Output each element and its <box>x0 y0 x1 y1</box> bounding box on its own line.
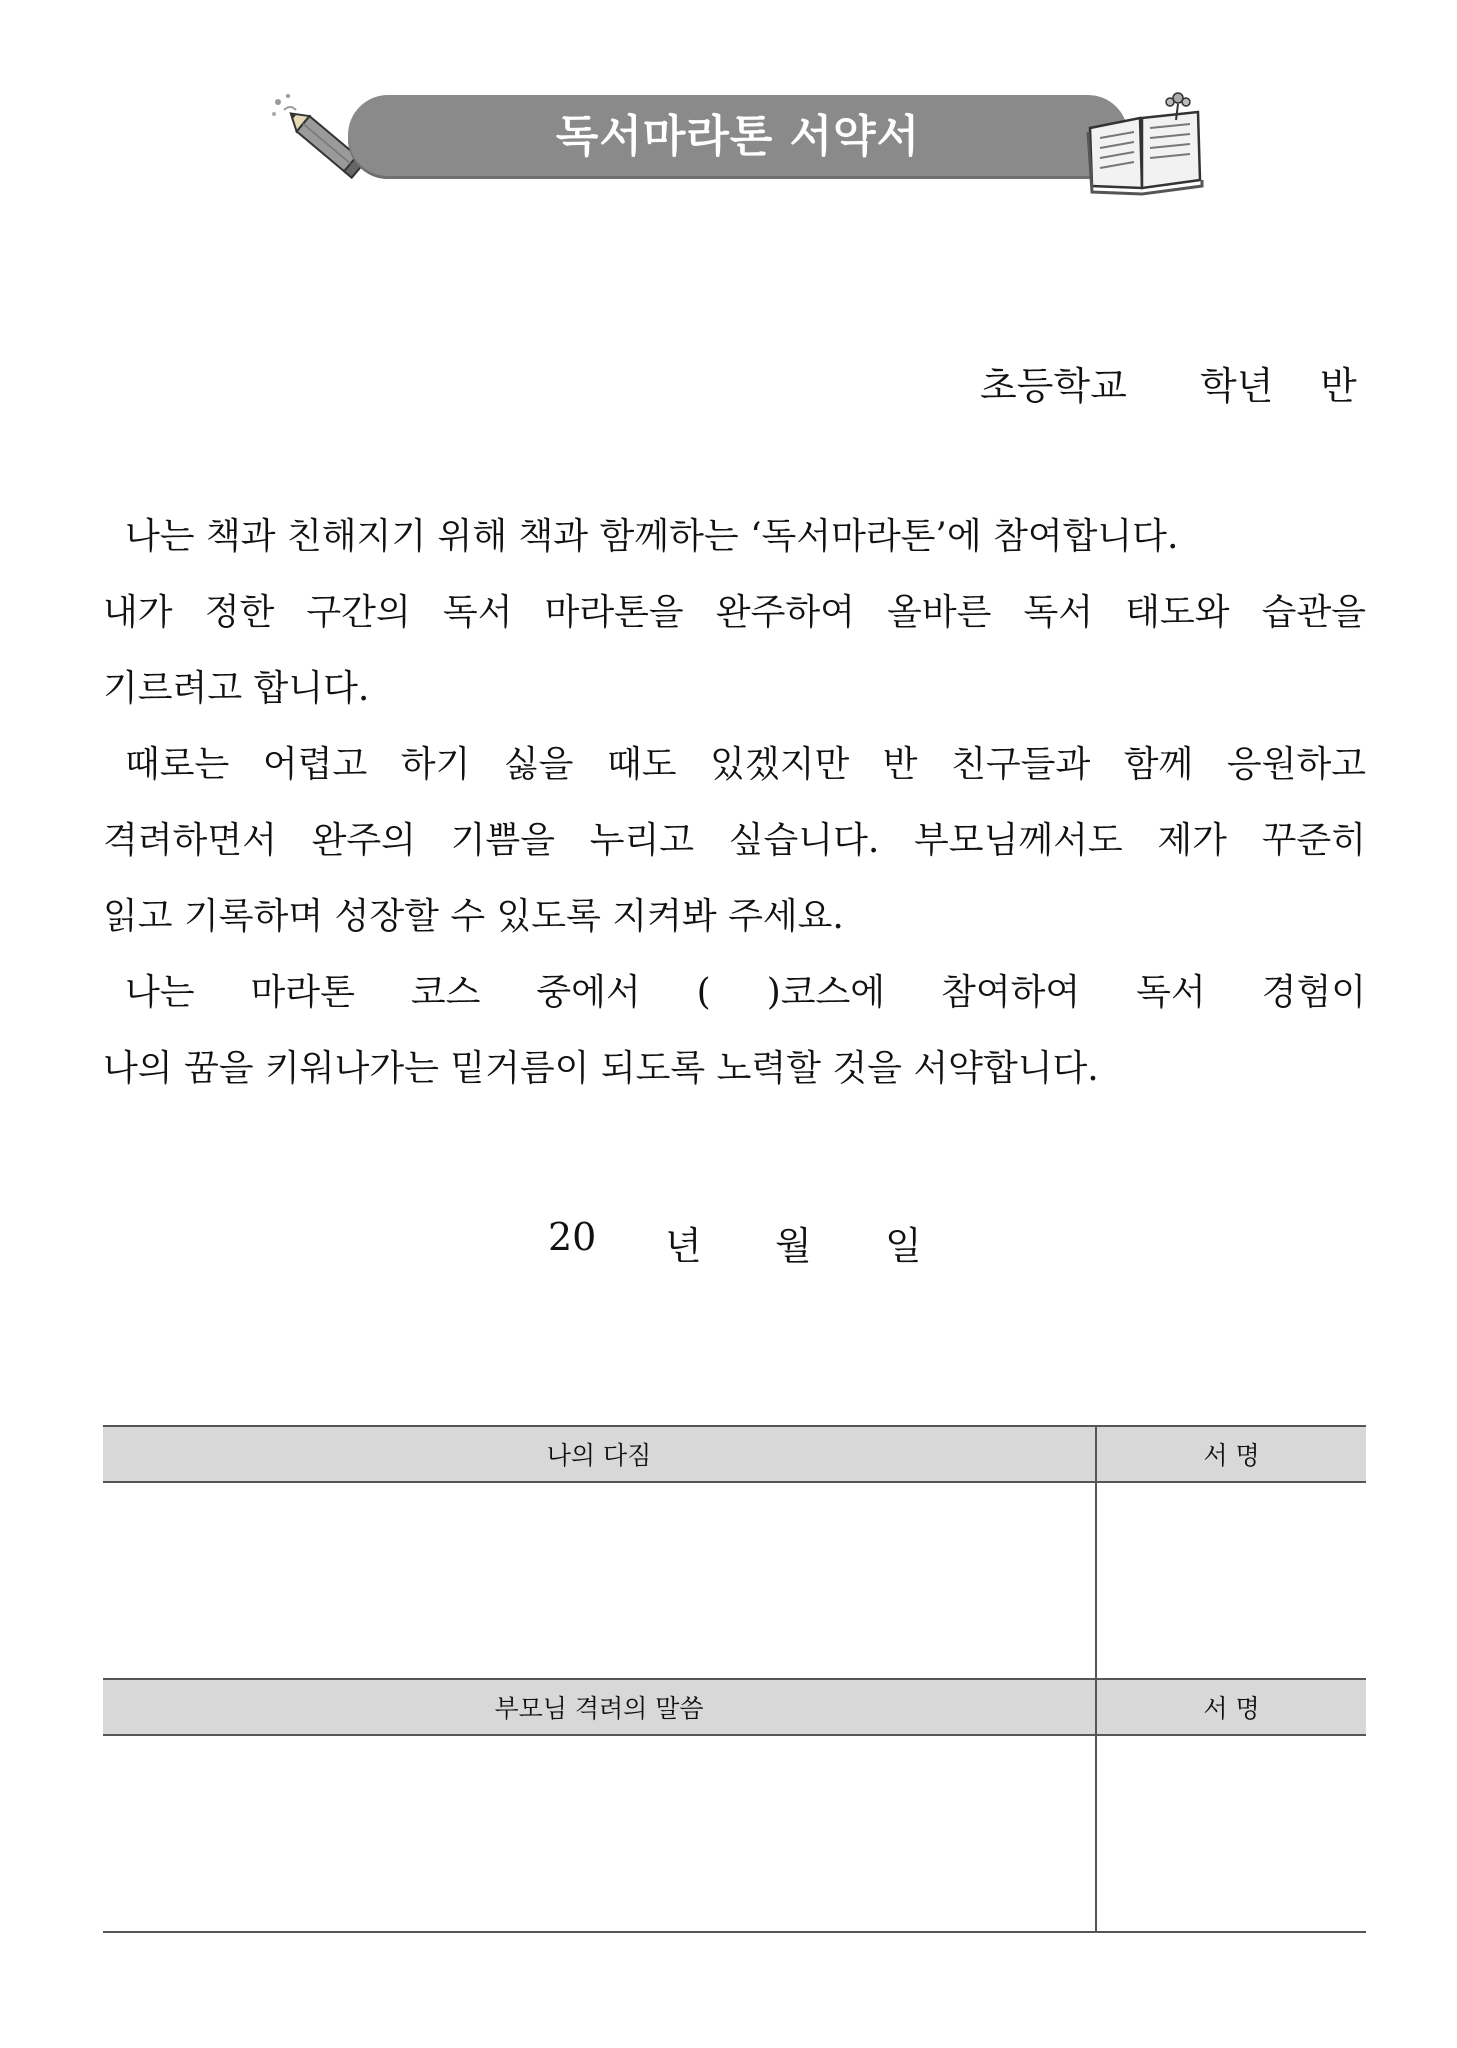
class-label: 반 <box>1320 364 1357 408</box>
pledge-line: 내가 정한 구간의 독서 마라톤을 완주하여 올바른 독서 태도와 습관을 <box>103 592 1366 633</box>
school-label: 초등학교 <box>980 364 1127 408</box>
year-prefix: 20 <box>548 1215 597 1259</box>
signature-field[interactable] <box>1096 1735 1366 1932</box>
month-label: 월 <box>775 1224 812 1268</box>
pledge-line: 나의 꿈을 키워나가는 밑거름이 되도록 노력할 것을 서약합니다. <box>103 1048 1099 1089</box>
school-info <box>980 355 1380 408</box>
parent-message-field[interactable] <box>103 1735 1096 1932</box>
day-label: 일 <box>885 1224 922 1268</box>
pledge-line: 때로는 어렵고 하기 싫을 때도 있겠지만 반 친구들과 함께 응원하고 <box>125 744 1366 785</box>
book-icon <box>1080 88 1210 198</box>
page-title: 독서마라톤 서약서 <box>555 111 921 162</box>
my-pledge-header: 나의 다짐 <box>103 1426 1096 1482</box>
date-line <box>540 1215 940 1268</box>
pledge-line: 읽고 기록하며 성장할 수 있도록 지켜봐 주세요. <box>103 896 844 937</box>
signature-header: 서 명 <box>1096 1426 1366 1482</box>
grade-label: 학년 <box>1200 364 1274 408</box>
pledge-line: 나는 책과 친해지기 위해 책과 함께하는 ‘독서마라톤’에 참여합니다. <box>125 516 1179 557</box>
parent-message-table <box>103 1678 1366 1933</box>
pledge-line: 나는 마라톤 코스 중에서 ( )코스에 참여하여 독서 경험이 <box>125 972 1366 1013</box>
pledge-line: 기르려고 합니다. <box>103 668 370 709</box>
year-label: 년 <box>665 1224 702 1268</box>
signature-header: 서 명 <box>1096 1679 1366 1735</box>
title-banner <box>348 95 1128 179</box>
signature-field[interactable] <box>1096 1482 1366 1679</box>
pledge-line: 격려하면서 완주의 기쁨을 누리고 싶습니다. 부모님께서도 제가 꾸준히 <box>103 820 1366 861</box>
parent-message-header: 부모님 격려의 말씀 <box>103 1679 1096 1735</box>
my-pledge-table <box>103 1425 1366 1680</box>
my-pledge-field[interactable] <box>103 1482 1096 1679</box>
